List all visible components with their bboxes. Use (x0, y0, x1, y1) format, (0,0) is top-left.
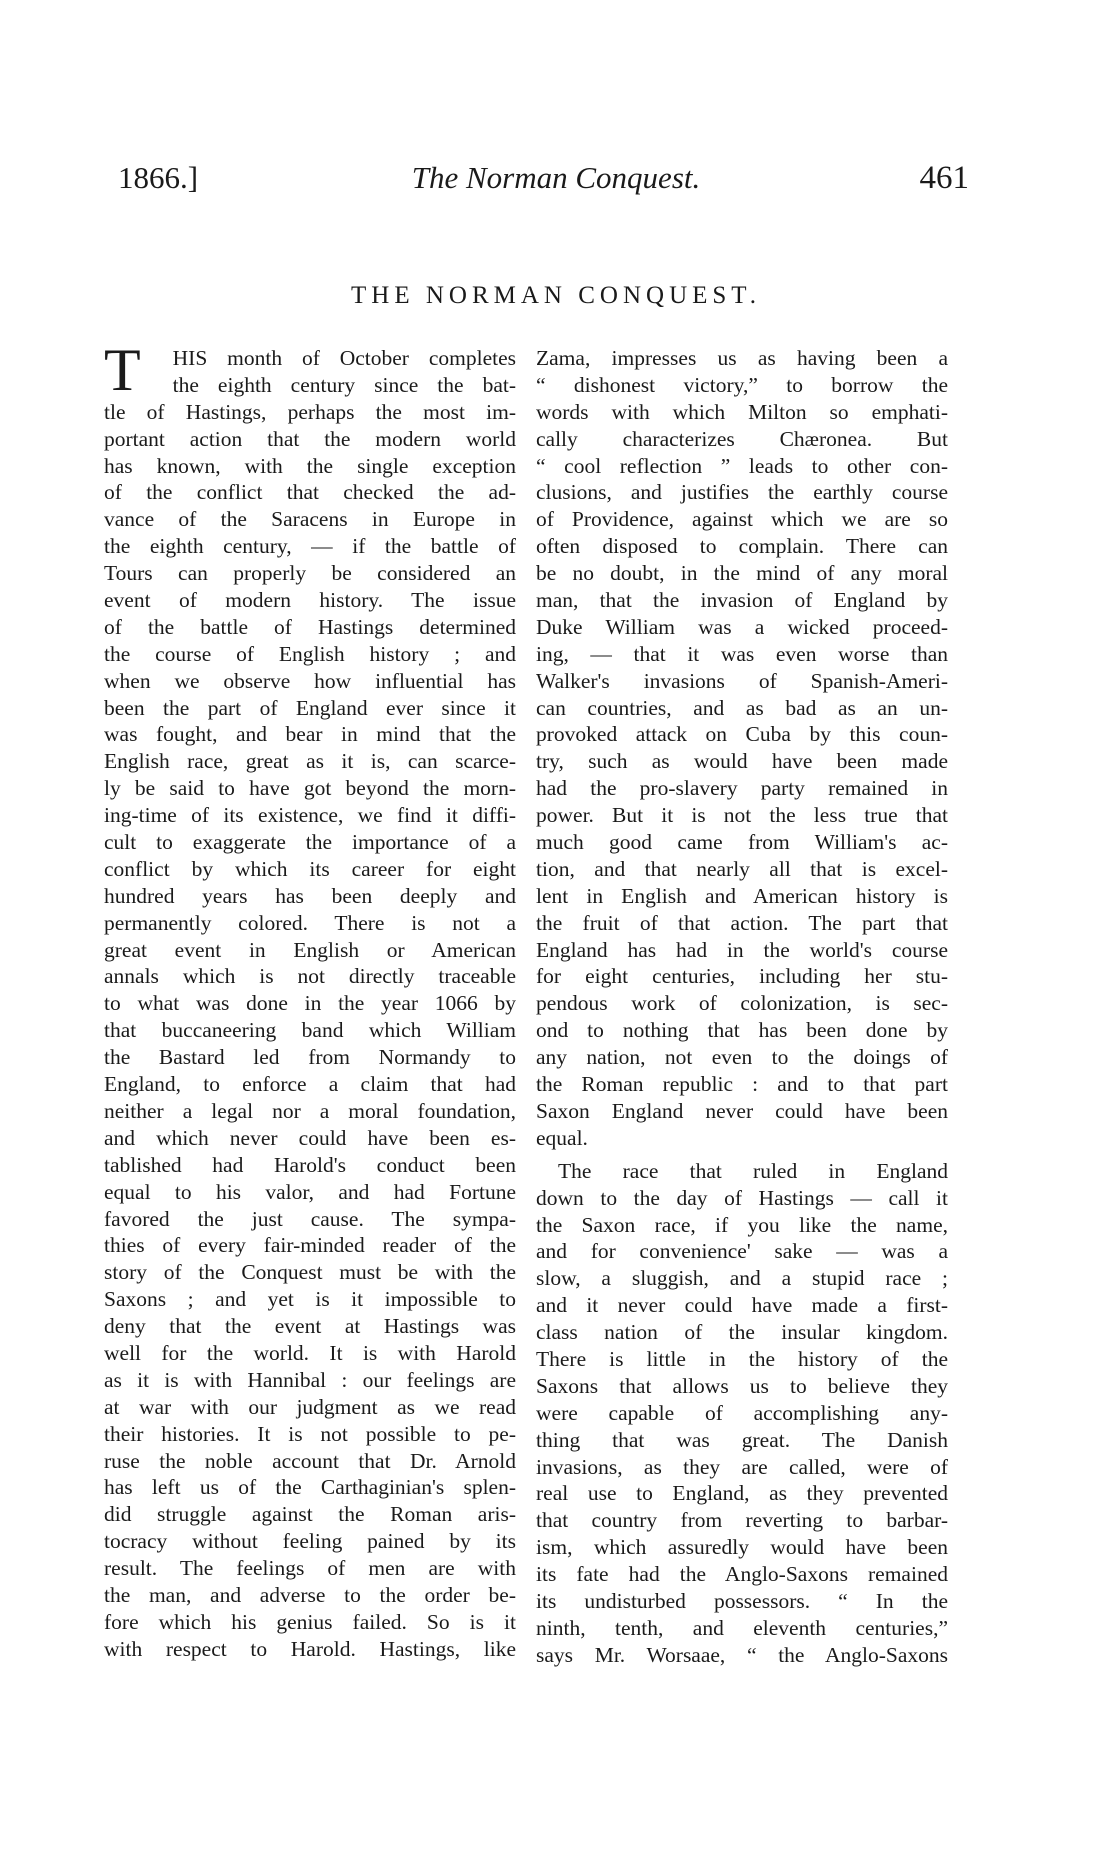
text-line: great event in English or American (104, 937, 516, 962)
text-line: annals which is not directly traceable (104, 964, 516, 989)
text-line: thies of every fair-minded reader of the (104, 1233, 516, 1258)
text-line: well for the world. It is with Harold (104, 1340, 516, 1365)
text-line: thing that was great. The Danish (536, 1427, 948, 1452)
text-line: Zama, impresses us as having been a (536, 346, 948, 370)
text-line: any nation, not even to the doings of (536, 1045, 948, 1070)
text-line: power. But it is not the less true that (536, 803, 948, 828)
text-line: tocracy without feeling pained by its (104, 1529, 516, 1554)
text-line: was fought, and bear in mind that the (104, 722, 516, 747)
text-line: says Mr. Worsaae, “ the Anglo-Saxons (536, 1642, 948, 1667)
text-line: ninth, tenth, and eleventh centuries,” (536, 1615, 948, 1640)
text-line: the Saxon race, if you like the name, (536, 1212, 948, 1237)
running-header (0, 160, 1112, 200)
text-line: man, that the invasion of England by (536, 588, 948, 613)
text-line: conflict by which its career for eight (104, 856, 516, 881)
text-line: the Roman republic : and to that part (536, 1072, 948, 1097)
text-line: hundred years has been deeply and (104, 883, 516, 908)
text-line: story of the Conquest must be with the (104, 1260, 516, 1285)
text-line: its fate had the Anglo-Saxons remained (536, 1562, 948, 1587)
header-running-title: The Norman Conquest. (411, 160, 701, 195)
text-line: for eight centuries, including her stu- (536, 964, 948, 989)
text-line: The race that ruled in England (558, 1158, 948, 1183)
text-line: England has had in the world's course (536, 937, 948, 962)
text-line: fore which his genius failed. So is it (104, 1609, 516, 1634)
text-line: Walker's invasions of Spanish-Ameri- (536, 668, 948, 693)
text-line: did struggle against the Roman aris- (104, 1502, 516, 1527)
text-line: down to the day of Hastings — call it (536, 1185, 948, 1210)
text-line: has known, with the single exception (104, 453, 516, 478)
text-line: Saxons that allows us to believe they (536, 1373, 948, 1398)
text-line: the man, and adverse to the order be- (104, 1582, 516, 1607)
text-line: with respect to Harold. Hastings, like (104, 1636, 516, 1661)
text-line: words with which Milton so emphati- (536, 399, 948, 424)
text-line: English race, great as it is, can scarce- (104, 749, 516, 774)
text-line: at war with our judgment as we read (104, 1394, 516, 1419)
text-line: deny that the event at Hastings was (104, 1314, 516, 1339)
text-line: permanently colored. There is not a (104, 910, 516, 935)
text-line: the Bastard led from Normandy to (104, 1045, 516, 1070)
text-line: to what was done in the year 1066 by (104, 991, 516, 1016)
text-line: neither a legal nor a moral foundation, (104, 1098, 516, 1123)
text-line: “ cool reflection ” leads to other con- (536, 453, 948, 478)
text-line: vance of the Saracens in Europe in (104, 507, 516, 532)
text-line: equal to his valor, and had Fortune (104, 1179, 516, 1204)
text-line: ing, — that it was even worse than (536, 641, 948, 666)
text-line: cally characterizes Chæronea. But (536, 426, 948, 451)
text-line: event of modern history. The issue (104, 588, 516, 613)
text-line: its undisturbed possessors. “ In the (536, 1588, 948, 1613)
text-line: slow, a sluggish, and a stupid race ; (536, 1266, 948, 1291)
text-line: tablished had Harold's conduct been (104, 1152, 516, 1177)
text-line: England, to enforce a claim that had (104, 1072, 516, 1097)
text-line: ism, which assuredly would have been (536, 1535, 948, 1560)
text-line: has left us of the Carthaginian's splen- (104, 1475, 516, 1500)
text-line: tion, and that nearly all that is excel- (536, 856, 948, 881)
text-line: ond to nothing that has been done by (536, 1018, 948, 1043)
text-line: the course of English history ; and (104, 641, 516, 666)
text-line: HIS month of October completes (172, 346, 516, 370)
text-line: Saxon England never could have been (536, 1098, 948, 1123)
text-line: had the pro-slavery party remained in (536, 776, 948, 801)
text-line: Saxons ; and yet is it impossible to (104, 1287, 516, 1312)
text-line: the eighth century since the bat- (172, 372, 516, 397)
text-line: equal. (536, 1125, 588, 1150)
text-line: much good came from William's ac- (536, 830, 948, 855)
text-line: and for convenience' sake — was a (536, 1239, 948, 1264)
text-line: lent in English and American history is (536, 883, 948, 908)
text-line: often disposed to complain. There can (536, 534, 948, 559)
text-line: be no doubt, in the mind of any moral (536, 561, 948, 586)
article-title: THE NORMAN CONQUEST. (351, 282, 761, 309)
text-line: pendous work of colonization, is sec- (536, 991, 948, 1016)
drop-cap: T (104, 337, 141, 403)
text-line: try, such as would have been made (536, 749, 948, 774)
page-number: 461 (919, 160, 969, 196)
text-line: and it never could have made a first- (536, 1293, 948, 1318)
text-line: ing-time of its existence, we find it diffi- (104, 803, 516, 828)
text-line: tle of Hastings, perhaps the most im- (104, 399, 516, 424)
text-line: the eighth century, — if the battle of (104, 534, 516, 559)
text-line: that buccaneering band which William (104, 1018, 516, 1043)
text-line: “ dishonest victory,” to borrow the (536, 372, 948, 397)
text-line: their histories. It is not possible to pe- (104, 1421, 516, 1446)
text-line: provoked attack on Cuba by this coun- (536, 722, 948, 747)
text-line: ly be said to have got beyond the morn- (104, 776, 516, 801)
text-line: of the conflict that checked the ad- (104, 480, 516, 505)
text-line: Tours can properly be considered an (104, 561, 516, 586)
text-line: and which never could have been es- (104, 1125, 516, 1150)
text-line: been the part of England ever since it (104, 695, 516, 720)
text-line: when we observe how influential has (104, 668, 516, 693)
text-line: favored the just cause. The sympa- (104, 1206, 516, 1231)
header-date: 1866.] (118, 160, 199, 195)
text-line: portant action that the modern world (104, 426, 516, 451)
text-line: class nation of the insular kingdom. (536, 1320, 948, 1345)
text-line: of Providence, against which we are so (536, 507, 948, 532)
left-column (104, 337, 516, 1663)
text-line: Duke William was a wicked proceed- (536, 614, 948, 639)
text-line: the fruit of that action. The part that (536, 910, 948, 935)
text-line: ruse the noble account that Dr. Arnold (104, 1448, 516, 1473)
text-line: clusions, and justifies the earthly course (536, 480, 948, 505)
text-line: that country from reverting to barbar- (536, 1508, 948, 1533)
text-line: There is little in the history of the (536, 1346, 948, 1371)
text-line: invasions, as they are called, were of (536, 1454, 948, 1479)
text-line: result. The feelings of men are with (104, 1556, 516, 1581)
text-line: of the battle of Hastings determined (104, 614, 516, 639)
text-line: real use to England, as they prevented (536, 1481, 948, 1506)
text-line: were capable of accomplishing any- (536, 1400, 948, 1425)
text-line: as it is with Hannibal : our feelings are (104, 1367, 516, 1392)
text-line: can countries, and as bad as an un- (536, 695, 948, 720)
right-column (536, 345, 948, 1669)
text-line: cult to exaggerate the importance of a (104, 830, 516, 855)
